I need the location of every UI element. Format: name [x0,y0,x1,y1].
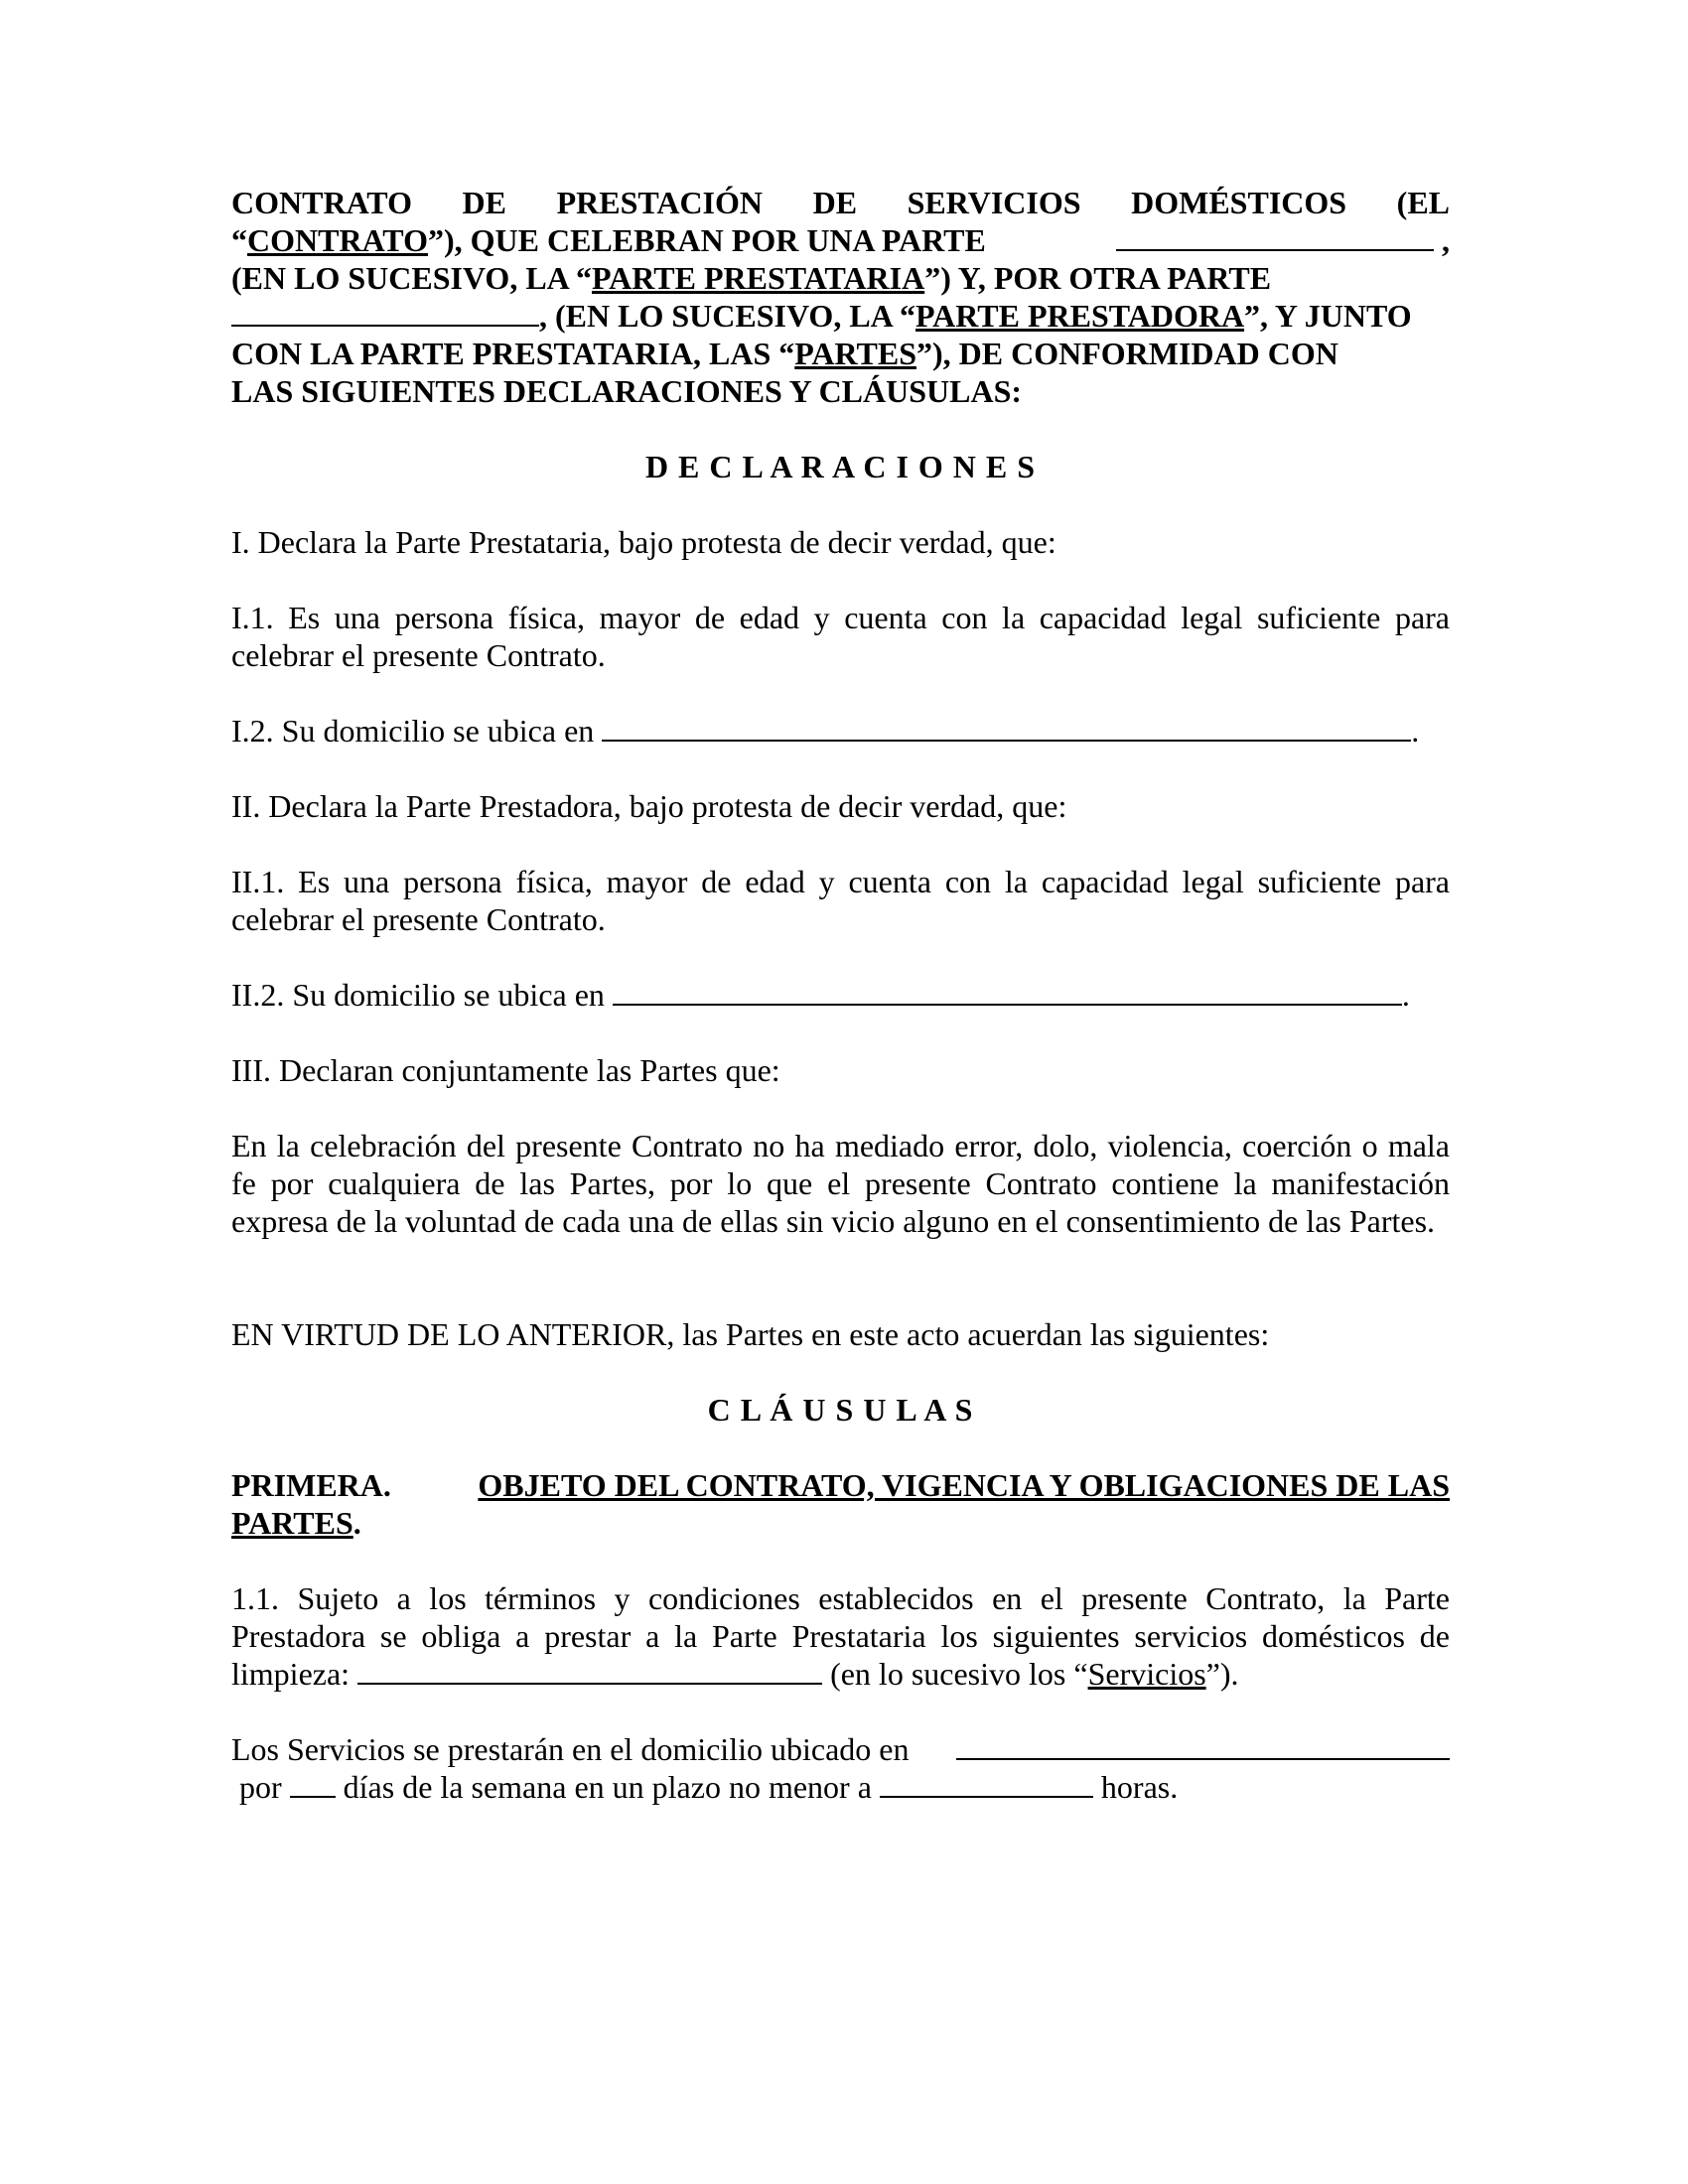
title-line-2: “CONTRATO”), QUE CELEBRAN POR UNA PARTE , [231,222,1450,258]
declaracion-ii2: II.2. Su domicilio se ubica en . [231,977,1410,1013]
servicios-paragraph: Los Servicios se prestarán en el domicilio ubicado en por días de la semana en un plazo no menor a horas. [231,1730,1450,1806]
dias-semana-blank[interactable] [290,1768,336,1798]
declaracion-iii: III. Declaran conjuntamente las Partes que: [231,1052,780,1088]
servicios-descripcion-blank[interactable] [357,1655,822,1685]
declaracion-i2: I.2. Su domicilio se ubica en . [231,713,1420,749]
contract-title [231,184,1450,410]
declaraciones-heading: D E C L A R A C I O N E S [644,449,1037,484]
declaracion-ii1: II.1. Es una persona física, mayor de edad y cuenta con la capacidad legal suficiente para celebrar el presente Contrato. [231,864,1450,937]
title-line-1: CONTRATO DE PRESTACIÓN DE SERVICIOS DOMÉSTICOS (EL [231,185,1450,220]
title-line-5: CON LA PARTE PRESTATARIA, LAS “PARTES”), DE CONFORMIDAD CON [231,336,1338,371]
contract-page [231,184,1450,1806]
parte-prestadora-defined-term: PARTE PRESTADORA [915,298,1245,334]
horas-blank[interactable] [880,1768,1093,1798]
title-line-6: LAS SIGUIENTES DECLARACIONES Y CLÁUSULAS: [231,373,1023,409]
domicilio-prestataria-blank[interactable] [602,712,1411,742]
servicios-defined-term: Servicios [1087,1656,1206,1692]
clausula-1-1: 1.1. Sujeto a los términos y condiciones establecidos en el presente Contrato, la Parte Prestadora se obliga a prestar a la Parte Prestataria los siguientes servicios domésticos de limpieza: (en lo sucesivo los “Servicios”). [231,1580,1450,1692]
declaracion-i: I. Declara la Parte Prestataria, bajo protesta de decir verdad, que: [231,524,1056,560]
declaracion-ii: II. Declara la Parte Prestadora, bajo protesta de decir verdad, que: [231,788,1067,824]
title-line-3: (EN LO SUCESIVO, LA “PARTE PRESTATARIA”) Y, POR OTRA PARTE [231,260,1272,296]
clausula-primera-heading: PRIMERA. OBJETO DEL CONTRATO, VIGENCIA Y OBLIGACIONES DE LAS PARTES. [231,1467,1450,1541]
domicilio-prestadora-blank[interactable] [613,976,1402,1006]
partes-defined-term: PARTES [794,336,916,371]
clausula-primera-label: PRIMERA. [231,1467,391,1503]
clausula-primera-title: OBJETO DEL CONTRATO, VIGENCIA Y OBLIGACIONES DE LAS [478,1467,1450,1503]
clausulas-heading: C L Á U S U L A S [707,1392,974,1428]
en-virtud-paragraph: EN VIRTUD DE LO ANTERIOR, las Partes en este acto acuerdan las siguientes: [231,1316,1270,1352]
parte-prestataria-defined-term: PARTE PRESTATARIA [592,260,925,296]
parte-prestataria-name-blank[interactable] [1116,221,1434,251]
domicilio-servicios-blank[interactable] [956,1730,1450,1760]
contrato-defined-term: CONTRATO [247,222,428,258]
declaracion-iii-text: En la celebración del presente Contrato no ha mediado error, dolo, violencia, coerción o mala fe por cualquiera de las Partes, por lo que el presente Contrato contiene la manifestación expresa de la voluntad de cada una de ellas sin vicio alguno en el consentimiento de las Partes. [231,1128,1450,1239]
title-line-4: , (EN LO SUCESIVO, LA “PARTE PRESTADORA”, Y JUNTO [231,297,1450,335]
declaracion-i1: I.1. Es una persona física, mayor de edad y cuenta con la capacidad legal suficiente para celebrar el presente Contrato. [231,600,1450,673]
parte-prestadora-name-blank[interactable] [231,297,539,327]
